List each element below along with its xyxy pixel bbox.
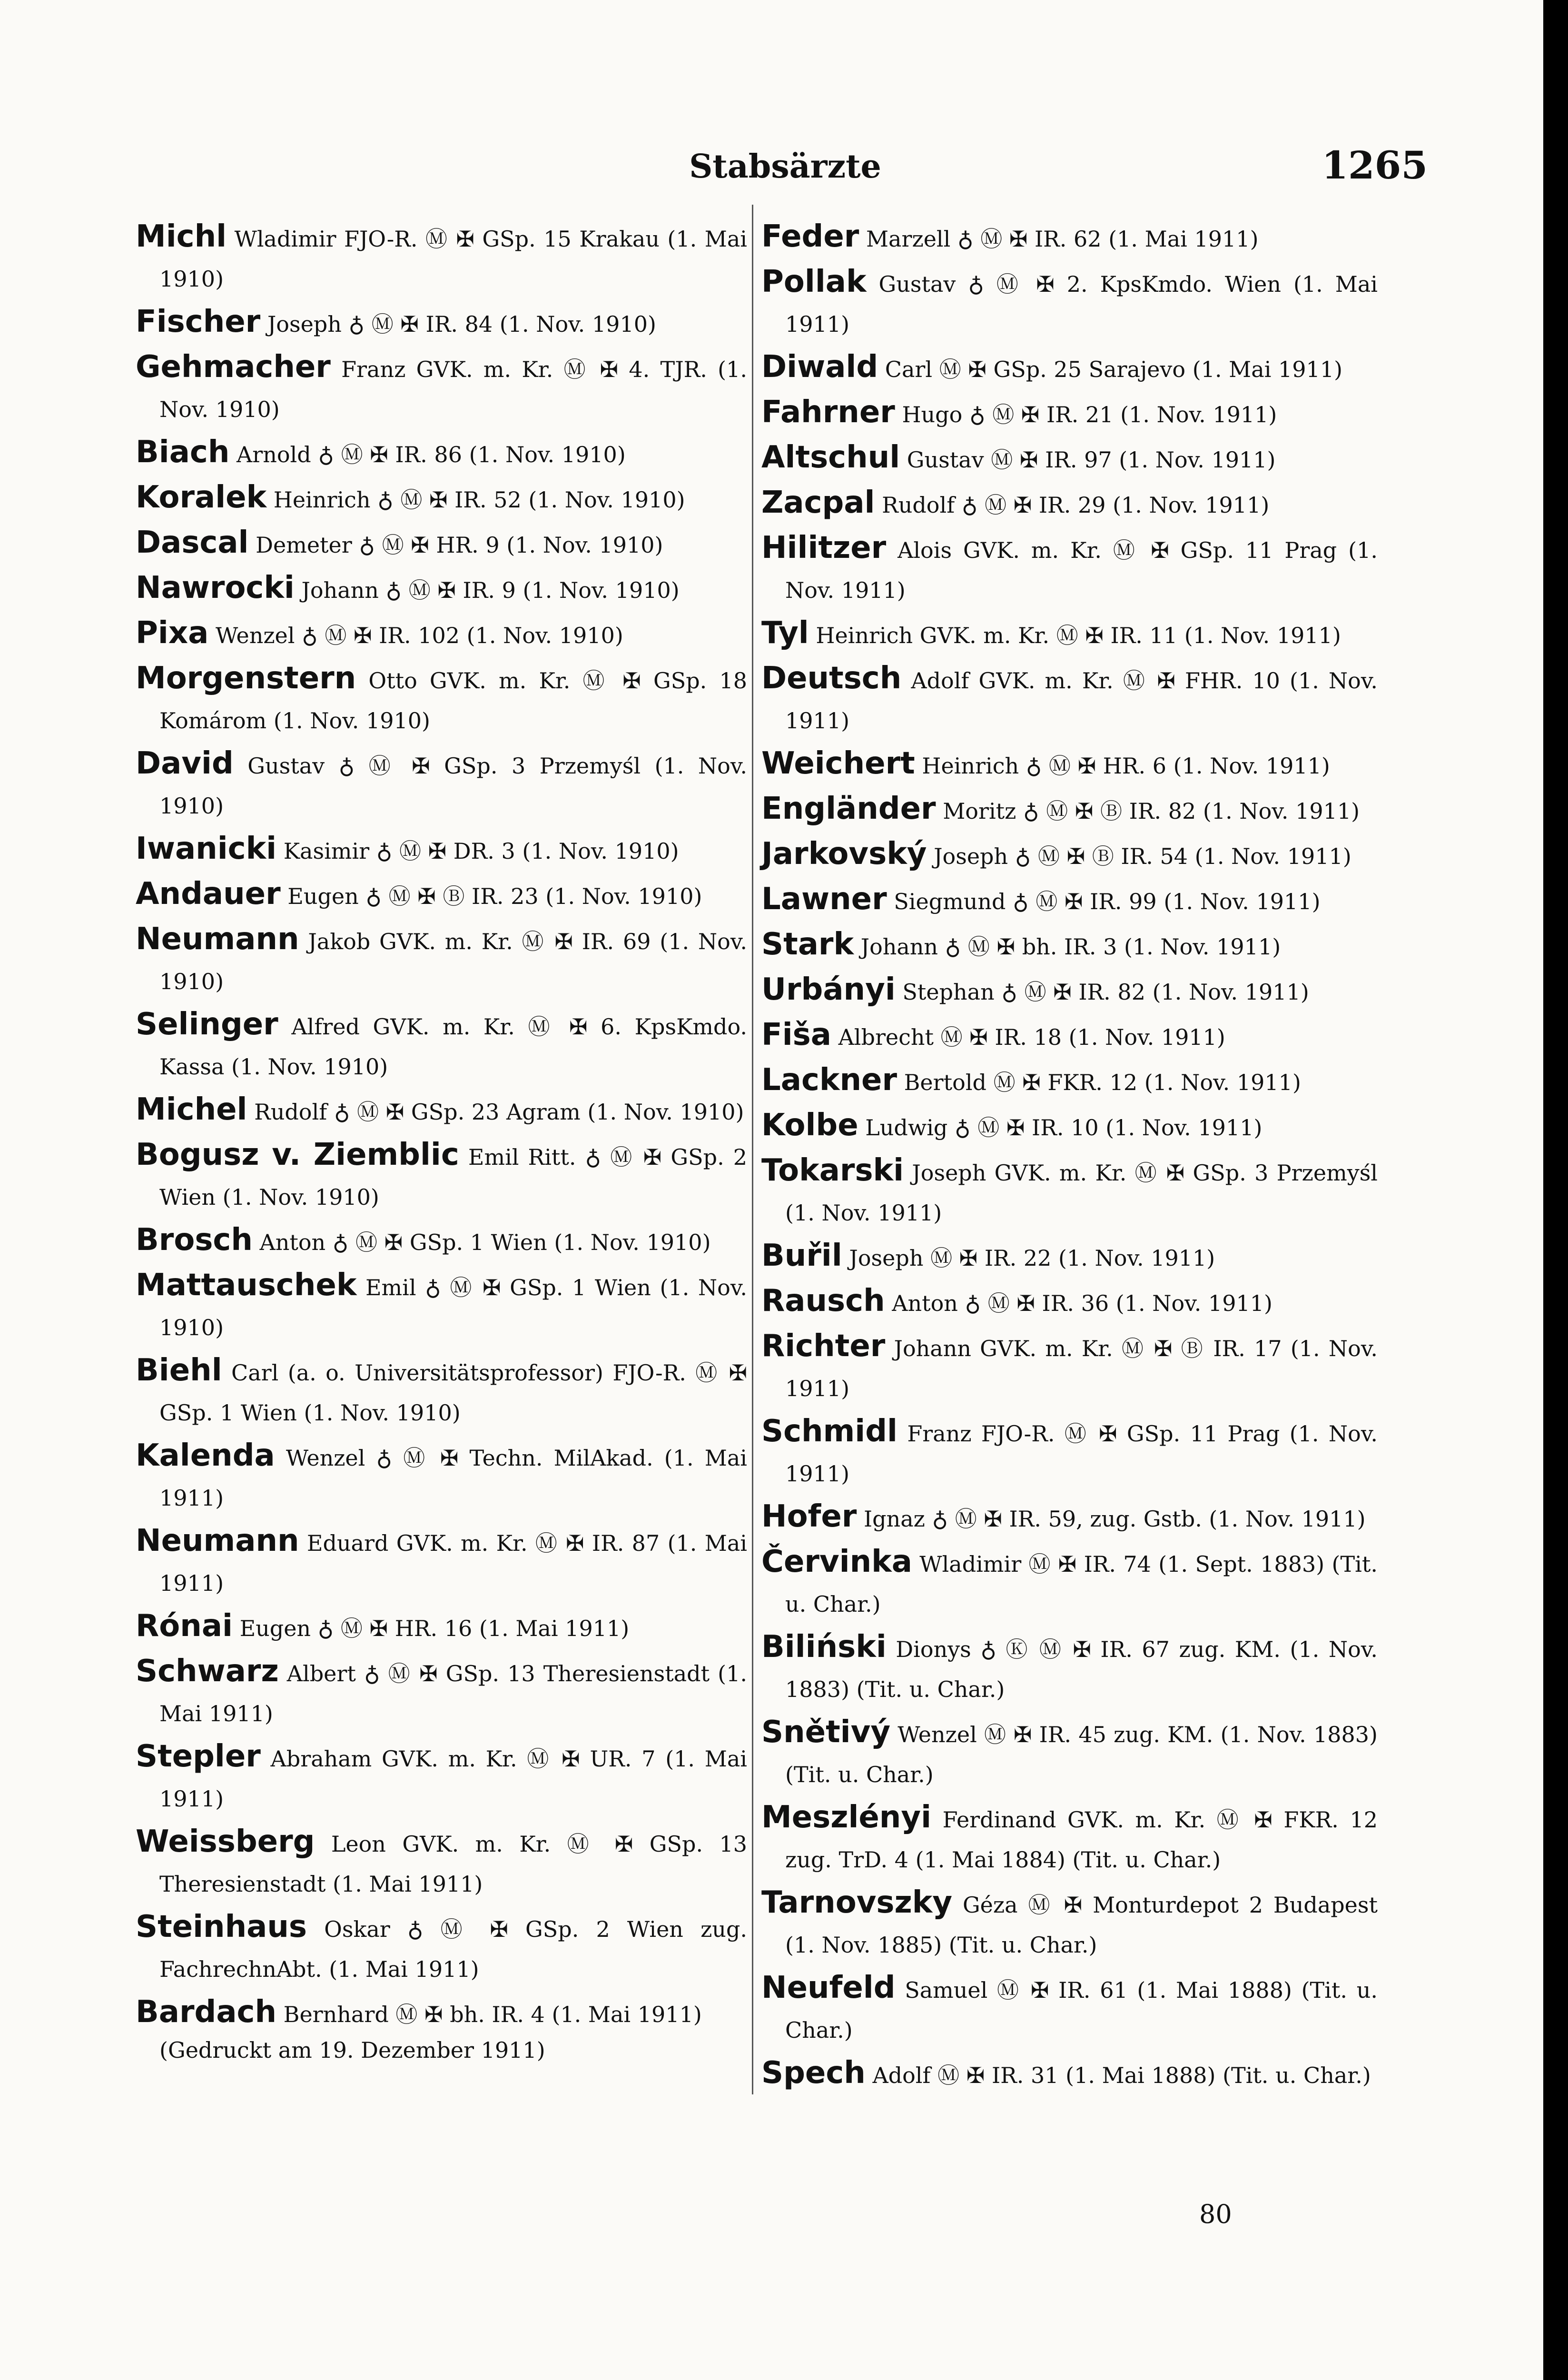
roster-entry [761,392,1378,435]
officer-details: Eduard GVK. m. Kr. Ⓜ ✠ IR. 87 (1. Mai 1911) [159,1530,747,1596]
officer-surname: Engländer [761,791,936,826]
officer-surname: Biehl [136,1353,222,1388]
roster-entry [136,1651,747,1734]
officer-details: Johann GVK. m. Kr. Ⓜ ✠ Ⓑ IR. 17 (1. Nov. 1911) [785,1336,1378,1401]
roster-entry [136,1822,747,1904]
officer-surname: Spech [761,2055,866,2091]
roster-entry [136,347,747,429]
roster-entry [136,523,747,565]
officer-surname: Kolbe [761,1108,858,1143]
officer-surname: Fiša [761,1017,831,1052]
roster-entry [136,477,747,520]
officer-surname: Andauer [136,876,281,912]
officer-surname: Meszlényi [761,1800,931,1835]
officer-details: Hugo ♁ Ⓜ ✠ IR. 21 (1. Nov. 1911) [902,402,1277,427]
roster-entry [136,1004,747,1087]
roster-entry [136,1350,747,1433]
officer-surname: Rónai [136,1608,233,1644]
roster-entry [761,1883,1378,1965]
officer-details: Albert ♁ Ⓜ ✠ GSp. 13 Theresienstadt (1. Mai 1911) [159,1661,748,1726]
officer-surname: Hofer [761,1499,857,1534]
officer-surname: Pollak [761,264,867,299]
officer-surname: Urbányi [761,972,896,1007]
officer-surname: Michel [136,1092,247,1127]
officer-surname: Lackner [761,1062,897,1098]
officer-surname: Tokarski [761,1153,904,1188]
officer-details: Otto GVK. m. Kr. Ⓜ ✠ GSp. 18 Komárom (1. Nov. 1910) [159,668,747,734]
print-date-note: (Gedruckt am 19. Dezember 1911) [159,2037,545,2063]
roster-entry [136,1907,747,1989]
roster-entry [761,1150,1378,1233]
officer-surname: Zacpal [761,485,875,520]
roster-entry [761,1281,1378,1323]
officer-surname: Tyl [761,615,809,651]
officer-surname: Bogusz v. Ziemblic [136,1137,459,1172]
roster-entry [136,1521,747,1603]
officer-details: Stephan ♁ Ⓜ ✠ IR. 82 (1. Nov. 1911) [902,979,1309,1005]
officer-details: Leon GVK. m. Kr. Ⓜ ✠ GSp. 13 Theresienstadt (1. Mai 1911) [159,1831,748,1897]
officer-details: Ignaz ♁ Ⓜ ✠ IR. 59, zug. Gstb. (1. Nov. 1911) [863,1506,1366,1532]
roster-entry [136,217,747,299]
roster-entry [136,1220,747,1262]
roster-entry [136,1992,747,2034]
officer-details: Wenzel Ⓜ ✠ IR. 45 zug. KM. (1. Nov. 1883) (Tit. u. Char.) [785,1722,1378,1787]
officer-details: Demeter ♁ Ⓜ ✠ HR. 9 (1. Nov. 1910) [256,532,663,558]
officer-details: Heinrich ♁ Ⓜ ✠ HR. 6 (1. Nov. 1911) [922,753,1330,779]
roster-entry [761,262,1378,344]
officer-surname: Neumann [136,922,299,957]
roster-entry [761,1627,1378,1709]
roster-entry [136,1436,747,1518]
officer-surname: Gehmacher [136,349,331,385]
officer-details: Moritz ♁ Ⓜ ✠ Ⓑ IR. 82 (1. Nov. 1911) [943,798,1360,824]
officer-surname: Morgenstern [136,661,356,696]
officer-details: Gustav ♁ Ⓜ ✠ GSp. 3 Przemyśl (1. Nov. 1910) [159,753,747,819]
officer-surname: Steinhaus [136,1909,307,1944]
officer-details: Heinrich GVK. m. Kr. Ⓜ ✠ IR. 11 (1. Nov. 1911) [816,623,1341,648]
roster-entry [761,658,1378,741]
officer-details: Wladimir Ⓜ ✠ IR. 74 (1. Sept. 1883) (Tit. u. Char.) [785,1551,1378,1617]
officer-details: Franz GVK. m. Kr. Ⓜ ✠ 4. TJR. (1. Nov. 1910) [159,357,748,422]
officer-details: Ludwig ♁ Ⓜ ✠ IR. 10 (1. Nov. 1911) [865,1115,1262,1140]
page-title: Stabsärzte [689,148,881,186]
roster-entry [761,613,1378,655]
officer-details: Emil Ritt. ♁ Ⓜ ✠ GSp. 2 Wien (1. Nov. 1910) [159,1144,748,1210]
roster-entry [761,1797,1378,1880]
officer-surname: Nawrocki [136,570,295,605]
officer-surname: Biliński [761,1629,887,1665]
officer-details: Samuel Ⓜ ✠ IR. 61 (1. Mai 1888) (Tit. u. Char.) [785,1977,1378,2043]
officer-surname: Jarkovský [761,836,927,872]
officer-details: Oskar ♁ Ⓜ ✠ GSp. 2 Wien zug. FachrechnAbt. (1. Mai 1911) [159,1916,748,1982]
roster-entry [761,834,1378,876]
officer-surname: Pixa [136,615,209,651]
officer-surname: Stark [761,927,854,962]
roster-entry [761,1542,1378,1624]
roster-entry [761,217,1378,259]
left-column [136,217,747,2063]
roster-entry [761,1712,1378,1795]
officer-details: Jakob GVK. m. Kr. Ⓜ ✠ IR. 69 (1. Nov. 1910) [159,929,748,994]
roster-entry [761,1105,1378,1148]
roster-entry [761,924,1378,967]
signature-mark: 80 [1199,2199,1232,2229]
roster-entry [136,432,747,475]
officer-details: Kasimir ♁ Ⓜ ✠ DR. 3 (1. Nov. 1910) [283,838,679,864]
roster-entry [136,1736,747,1819]
officer-details: Anton ♁ Ⓜ ✠ IR. 36 (1. Nov. 1911) [892,1290,1272,1316]
officer-details: Carl Ⓜ ✠ GSp. 25 Sarajevo (1. Mai 1911) [885,357,1343,382]
roster-entry [761,2053,1378,2095]
officer-surname: Neufeld [761,1970,896,2005]
officer-surname: Rausch [761,1283,885,1319]
officer-surname: Feder [761,219,859,254]
roster-entry [136,874,747,916]
officer-details: Marzell ♁ Ⓜ ✠ IR. 62 (1. Mai 1911) [866,226,1259,252]
officer-details: Arnold ♁ Ⓜ ✠ IR. 86 (1. Nov. 1910) [237,442,626,467]
officer-details: Wenzel ♁ Ⓜ ✠ IR. 102 (1. Nov. 1910) [215,623,623,648]
officer-details: Albrecht Ⓜ ✠ IR. 18 (1. Nov. 1911) [838,1024,1225,1050]
officer-details: Johann ♁ Ⓜ ✠ IR. 9 (1. Nov. 1910) [301,577,680,603]
officer-surname: Altschul [761,440,900,475]
officer-details: Ferdinand GVK. m. Kr. Ⓜ ✠ FKR. 12 zug. TrD. 4 (1. Mai 1884) (Tit. u. Char.) [785,1807,1378,1873]
officer-details: Alois GVK. m. Kr. Ⓜ ✠ GSp. 11 Prag (1. Nov. 1911) [785,537,1378,603]
officer-details: Joseph ♁ Ⓜ ✠ IR. 84 (1. Nov. 1910) [267,311,656,337]
officer-surname: Diwald [761,349,878,385]
officer-details: Heinrich ♁ Ⓜ ✠ IR. 52 (1. Nov. 1910) [273,487,685,513]
officer-details: Bernhard Ⓜ ✠ bh. IR. 4 (1. Mai 1911) [283,2002,702,2027]
officer-details: Wenzel ♁ Ⓜ ✠ Techn. MilAkad. (1. Mai 1911) [159,1445,747,1511]
roster-entry [136,1265,747,1348]
officer-details: Géza Ⓜ ✠ Monturdepot 2 Budapest (1. Nov. 1885) (Tit. u. Char.) [785,1892,1378,1958]
officer-surname: Červinka [761,1544,912,1579]
officer-surname: Selinger [136,1007,278,1042]
officer-details: Gustav ♁ Ⓜ ✠ 2. KpsKmdo. Wien (1. Mai 1911) [785,271,1378,337]
officer-surname: Stepler [136,1739,261,1774]
roster-entry [761,744,1378,786]
roster-entry [761,1411,1378,1494]
officer-details: Joseph GVK. m. Kr. Ⓜ ✠ GSp. 3 Przemyśl (1. Nov. 1911) [785,1160,1378,1226]
roster-entry [136,568,747,610]
officer-surname: Brosch [136,1222,253,1258]
officer-surname: Mattauschek [136,1268,357,1303]
officer-details: Rudolf ♁ Ⓜ ✠ GSp. 23 Agram (1. Nov. 1910) [254,1099,744,1125]
roster-entry [761,1968,1378,2050]
officer-surname: Dascal [136,525,249,560]
left-entry-list [136,217,747,2034]
officer-surname: Richter [761,1329,886,1364]
roster-entry [761,1236,1378,1278]
officer-details: Anton ♁ Ⓜ ✠ GSp. 1 Wien (1. Nov. 1910) [259,1230,711,1255]
page-header [0,143,1543,195]
officer-details: Adolf Ⓜ ✠ IR. 31 (1. Mai 1888) (Tit. u. Char.) [872,2063,1371,2088]
roster-entry [136,829,747,871]
officer-details: Gustav Ⓜ ✠ IR. 97 (1. Nov. 1911) [907,447,1276,473]
officer-surname: Michl [136,219,227,254]
officer-surname: Schmidl [761,1414,897,1449]
officer-surname: David [136,746,234,781]
officer-surname: Fahrner [761,395,895,430]
page-number: 1265 [1321,143,1428,188]
roster-entry [761,789,1378,831]
officer-surname: Weichert [761,746,915,781]
officer-surname: Neumann [136,1523,299,1558]
officer-details: Eugen ♁ Ⓜ ✠ Ⓑ IR. 23 (1. Nov. 1910) [287,883,702,909]
officer-surname: Weissberg [136,1824,315,1859]
officer-surname: Biach [136,435,230,470]
officer-details: Carl (a. o. Universitätsprofessor) FJO-R. Ⓜ ✠ GSp. 1 Wien (1. Nov. 1910) [159,1360,747,1426]
roster-entry [761,879,1378,922]
roster-entry [761,437,1378,480]
officer-surname: Koralek [136,480,267,515]
officer-details: Adolf GVK. m. Kr. Ⓜ ✠ FHR. 10 (1. Nov. 1911) [785,668,1378,734]
right-column [761,217,1378,2098]
officer-details: Abraham GVK. m. Kr. Ⓜ ✠ UR. 7 (1. Mai 1911) [159,1746,747,1812]
roster-entry [136,1090,747,1132]
officer-details: Dionys ♁ Ⓚ Ⓜ ✠ IR. 67 zug. KM. (1. Nov. 1883) (Tit. u. Char.) [785,1636,1378,1702]
officer-surname: Deutsch [761,661,902,696]
column-divider [752,205,753,2094]
roster-entry [136,919,747,1002]
roster-entry [761,1060,1378,1102]
officer-surname: Bardach [136,1994,277,2030]
scan-edge [1543,0,1568,2380]
roster-entry [761,347,1378,389]
officer-details: Joseph Ⓜ ✠ IR. 22 (1. Nov. 1911) [849,1245,1215,1271]
officer-details: Alfred GVK. m. Kr. Ⓜ ✠ 6. KpsKmdo. Kassa (1. Nov. 1910) [159,1014,748,1080]
officer-details: Emil ♁ Ⓜ ✠ GSp. 1 Wien (1. Nov. 1910) [159,1275,747,1340]
roster-entry [136,658,747,741]
roster-entry [761,970,1378,1012]
roster-entry [136,613,747,655]
right-entry-list [761,217,1378,2095]
roster-entry [136,1135,747,1217]
roster-entry [136,1606,747,1648]
officer-surname: Iwanicki [136,831,277,866]
roster-entry [761,1497,1378,1539]
officer-details: Johann ♁ Ⓜ ✠ bh. IR. 3 (1. Nov. 1911) [860,934,1281,960]
officer-details: Siegmund ♁ Ⓜ ✠ IR. 99 (1. Nov. 1911) [894,889,1321,914]
officer-surname: Hilitzer [761,530,887,565]
officer-details: Franz FJO-R. Ⓜ ✠ GSp. 11 Prag (1. Nov. 1911) [785,1421,1378,1487]
officer-details: Wladimir FJO-R. Ⓜ ✠ GSp. 15 Krakau (1. Mai 1910) [159,226,748,292]
roster-entry [761,528,1378,610]
officer-surname: Kalenda [136,1438,275,1473]
officer-surname: Schwarz [136,1654,279,1689]
roster-entry [136,744,747,826]
officer-surname: Snětivý [761,1715,891,1750]
officer-details: Eugen ♁ Ⓜ ✠ HR. 16 (1. Mai 1911) [239,1616,630,1641]
roster-entry [136,302,747,344]
officer-surname: Fischer [136,304,261,339]
roster-entry [761,1326,1378,1408]
officer-details: Bertold Ⓜ ✠ FKR. 12 (1. Nov. 1911) [904,1070,1301,1095]
officer-surname: Tarnovszky [761,1885,953,1920]
officer-surname: Buřil [761,1238,842,1273]
roster-entry [761,483,1378,525]
roster-entry [761,1015,1378,1057]
officer-details: Joseph ♁ Ⓜ ✠ Ⓑ IR. 54 (1. Nov. 1911) [934,843,1351,869]
officer-surname: Lawner [761,882,887,917]
officer-details: Rudolf ♁ Ⓜ ✠ IR. 29 (1. Nov. 1911) [882,492,1270,518]
